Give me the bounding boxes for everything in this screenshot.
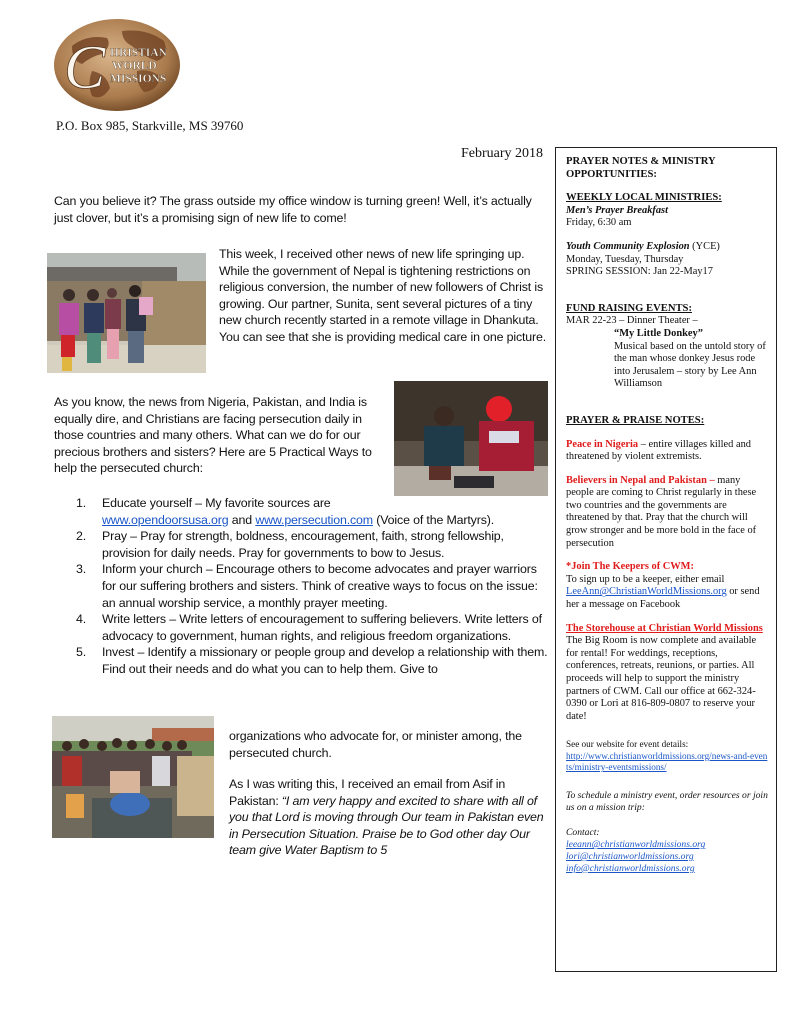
logo-line2: WORLD	[112, 60, 157, 72]
list-item-text: Invest – Identify a missionary or people group and develop a relationship with them. Find out their needs and do what you can to help them. Give to	[102, 645, 548, 676]
prayer-praise-heading: PRAYER & PRAISE NOTES:	[566, 414, 705, 426]
list-item-text: Inform your church – Encourage others to become advocates and prayer warriors for our suffering brothers and sisters. Think of creative ways to focus on the issue: an annual worship service, a monthly prayer meeting.	[102, 562, 538, 610]
list-item	[76, 644, 550, 677]
closing-paragraph: organizations who advocate for, or minister among, the persecuted church.	[229, 729, 522, 760]
keepers-tail: or send her a message on Facebook	[566, 586, 760, 611]
list-number: 1.	[76, 496, 87, 510]
nepal-pakistan-text: many people are coming to Christ regularly in these two countries and the governments are threatened by that. Pray that the church will grow stronger and be more bold in the face of persecution	[566, 474, 757, 549]
globe-logo-icon	[52, 16, 182, 113]
photo-image	[52, 716, 214, 838]
logo-initial: C	[64, 34, 106, 102]
yce-abbr: (YCE)	[689, 240, 720, 252]
asif-email-paragraph	[229, 776, 549, 859]
storehouse-heading: The Storehouse at Christian World Missions	[566, 622, 763, 634]
logo-line3: MISSIONS	[110, 73, 167, 85]
list-item-text: Write letters – Write letters of encouragement to suffering believers. Write letters of advocacy to government, human rights, and religious freedom organizations.	[102, 612, 542, 643]
nepal-paragraph: This week, I received other news of new life springing up. While the government of Nepal is tightening restrictions on religious conversion, the number of new followers of Christ is growing. Our partner, Sunita, sent several pictures of a tiny new church recently started in a remote village in Dhankuta. You can see that she is providing medical care in one picture.	[219, 247, 547, 344]
website-link[interactable]: http://www.christianworldmissions.org/news-and-events/ministry-eventsmissions/	[566, 750, 768, 773]
list-number: 3.	[76, 562, 87, 577]
email-quote: “I am very happy and excited to share with all of you that Lord is moving through Our team in Pakistan even in Persecution Situation. Praise be to God other day Our team give Water Baptism to 5	[229, 793, 544, 858]
yce-name: Youth Community Explosion	[566, 240, 690, 252]
contact-email-info[interactable]: info@christianworldmissions.org	[566, 862, 695, 874]
list-item	[76, 611, 550, 644]
contact-label: Contact:	[566, 827, 600, 839]
nigeria-text: – entire villages killed and threatened by violent extremists.	[566, 438, 751, 463]
yce-days: Monday, Tuesday, Thursday	[566, 253, 684, 265]
contact-email-lori[interactable]: lori@christianworldmissions.org	[566, 851, 694, 863]
keepers-email-link[interactable]: LeeAnn@ChristianWorldMissions.org	[566, 586, 727, 598]
fund-event: MAR 22-23 – Dinner Theater –	[566, 315, 698, 327]
fund-event-title: “My Little Donkey”	[614, 327, 703, 339]
photo-nepal-church-group	[47, 253, 206, 373]
schedule-text: To schedule a ministry event, order resources or join us on a mission trip:	[566, 789, 768, 813]
persecution-link[interactable]: www.persecution.com	[255, 512, 373, 527]
practical-ways-list	[76, 495, 550, 678]
persecution-paragraph: As you know, the news from Nigeria, Pakistan, and India is equally dire, and Christians are facing persecution daily in those countries and many others. What can we do for our precious brothers and sisters? Here are 5 Practical Ways to help the persecuted church:	[54, 395, 372, 476]
list-item-text: Pray – Pray for strength, boldness, encouragement, faith, strong fellowship, provision for daily needs. Pray for governments to bow to Jesus.	[102, 529, 504, 560]
list-item	[76, 561, 550, 611]
photo-water-baptism	[52, 716, 214, 838]
nigeria-label: Peace in Nigeria	[566, 438, 639, 450]
list-item-text: and	[228, 512, 256, 527]
nepal-pakistan-label: Believers in Nepal and Pakistan –	[566, 474, 715, 486]
contact-email-leeann[interactable]: leeann@christianworldmissions.org	[566, 839, 706, 851]
photo-image	[394, 381, 548, 496]
yce-title	[566, 241, 768, 254]
fund-raising-heading: FUND RAISING EVENTS:	[566, 302, 692, 314]
logo-line1: HRISTIAN	[110, 47, 167, 59]
photo-image	[47, 253, 206, 373]
cwm-logo	[52, 16, 182, 113]
yce-session: SPRING SESSION: Jan 22-May17	[566, 266, 713, 278]
prayer-notes-sidebar	[555, 147, 777, 972]
list-number: 5.	[76, 645, 87, 660]
photo-medical-care	[394, 381, 548, 496]
sidebar-title: PRAYER NOTES & MINISTRY OPPORTUNITIES:	[566, 156, 716, 180]
keepers-heading: *Join The Keepers of CWM:	[566, 561, 694, 573]
list-number: 2.	[76, 529, 87, 544]
list-item	[76, 495, 550, 528]
mens-breakfast-title: Men’s Prayer Breakfast	[566, 204, 668, 216]
weekly-ministries-heading: WEEKLY LOCAL MINISTRIES:	[566, 192, 722, 204]
list-number: 4.	[76, 612, 87, 627]
list-item	[76, 528, 550, 561]
website-lead: See our website for event details:	[566, 739, 689, 750]
list-item-text: Educate yourself – My favorite sources are	[102, 496, 331, 510]
mailing-address: P.O. Box 985, Starkville, MS 39760	[56, 118, 244, 133]
fund-event-description: Musical based on the untold story of the man whose donkey Jesus rode into Jerusalem – story by Lee Ann Williamson	[614, 340, 766, 390]
intro-paragraph: Can you believe it? The grass outside my office window is turning green! Well, it’s actually just clover, but it’s a promising sign of new life to come!	[54, 194, 532, 225]
email-lead: As I was writing this, I received an email from Asif in Pakistan:	[229, 777, 506, 808]
keepers-text: To sign up to be a keeper, either email	[566, 573, 725, 585]
list-item-text: (Voice of the Martyrs).	[372, 512, 495, 527]
opendoors-link[interactable]: www.opendoorsusa.org	[102, 512, 229, 527]
storehouse-text: The Big Room is now complete and available for rental! For weddings, receptions, conferences, retreats, reunions, or parties. All proceeds will help to support the ministry partners of CWM. Call our office at 662-324-0390 or Lori at 816-809-0807 to reserve your date!	[566, 635, 757, 722]
mens-breakfast-time: Friday, 6:30 am	[566, 217, 632, 229]
letter-date: February 2018	[461, 146, 544, 161]
